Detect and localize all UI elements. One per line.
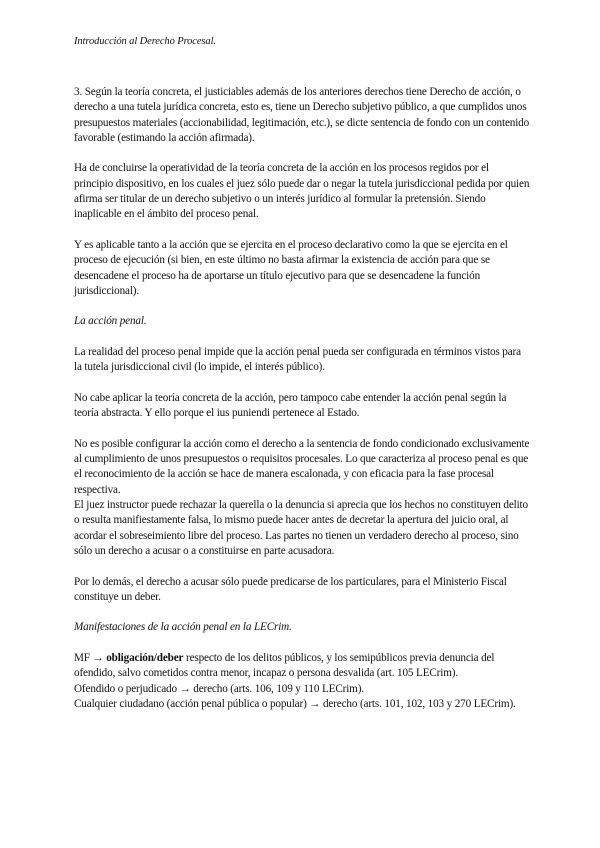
obligacion-deber-bold: obligación/deber — [106, 651, 184, 664]
paragraph-configuracion: No es posible configurar la acción como el derecho a la sentencia de fondo condicionado exclusivamente al cumplimiento de unos presupuestos o requisitos procesales. Lo que caracteriza al proceso penal es que el reconocimiento de la acción se hace de manera escalonada, y con eficacia para la fase procesal respectiva. — [74, 437, 530, 496]
section-heading-manifestaciones: Manifestaciones de la acción penal en la LECrim. — [74, 621, 292, 634]
list-line-ciudadano: Cualquier ciudadano (acción penal pública o popular) → derecho (arts. 101, 102, 103 y 270 LECrim). — [74, 697, 516, 710]
paragraph-realidad-proceso-penal: La realidad del proceso penal impide que la acción penal pueda ser configurada en términos vistos para la tutela jurisdiccional civil (lo impide, el interés público). — [74, 346, 521, 374]
section-heading-accion-penal: La acción penal. — [74, 315, 147, 328]
paragraph-operatividad: Ha de concluirse la operatividad de la teoría concreta de la acción en los procesos regidos por el principio dispositivo, en los cuales el juez sólo puede dar o negar la tutela jurisdiccional pedida por quien afirma ser titular de un derecho subjetivo o un interés jurídico al formular la pretensión. Siendo inaplicable en el ámbito del proceso penal. — [74, 162, 530, 221]
paragraph-teoria-abstracta: No cabe aplicar la teoría concreta de la acción, pero tampoco cabe entender la acción penal según la teoría abstracta. Y ello porque el ius puniendi pertenece al Estado. — [74, 391, 507, 420]
paragraph-juez-instructor: El juez instructor puede rechazar la querella o la denuncia si aprecia que los hechos no constituyen delito o resulta manifiestamente falsa, lo mismo puede hacer antes de decretar la apertura del juicio oral, al acordar el sobreseimiento libre del proceso. Las partes no tienen un verdadero derecho al proceso, sino sólo un derecho a acusar o a constituirse en parte acusadora. — [74, 499, 528, 557]
document-body — [74, 85, 530, 712]
paragraph-teoria-concreta: 3. Según la teoría concreta, el justiciables además de los anteriores derechos tiene Derecho de acción, o derecho a una tutela jurídica concreta, esto es, tiene un Derecho subjetivo público, a que cumplidos unos presupuestos materiales (accionabilidad, legitimación, etc.), se dicte sentencia de fondo con un contenido favorable (estimando la acción afirmada). — [74, 86, 530, 144]
paragraph-derecho-acusar: Por lo demás, el derecho a acusar sólo puede predicarse de los particulares, para el Ministerio Fiscal constituye un deber. — [74, 575, 507, 603]
paragraph-ejecucion: Y es aplicable tanto a la acción que se ejercita en el proceso declarativo como la que se ejercita en el proceso de ejecución (si bien, en este último no basta afirmar la existencia de acción para que se desencadene el proceso ha de aportarse un título ejecutivo para que se desencadene la función jurisdiccional). — [74, 238, 508, 297]
page-header: Introducción al Derecho Procesal. — [74, 36, 216, 47]
list-line-mf — [74, 651, 530, 682]
mf-rest: respecto de los delitos públicos, y los semipúblicos previa denuncia del ofendido, salvo cometidos contra menor, incapaz o persona desvalida (art. 105 LECrim). — [74, 651, 495, 680]
list-line-ofendido: Ofendido o perjudicado → derecho (arts. 106, 109 y 110 LECrim). — [74, 682, 364, 695]
mf-prefix: MF → — [74, 651, 107, 664]
